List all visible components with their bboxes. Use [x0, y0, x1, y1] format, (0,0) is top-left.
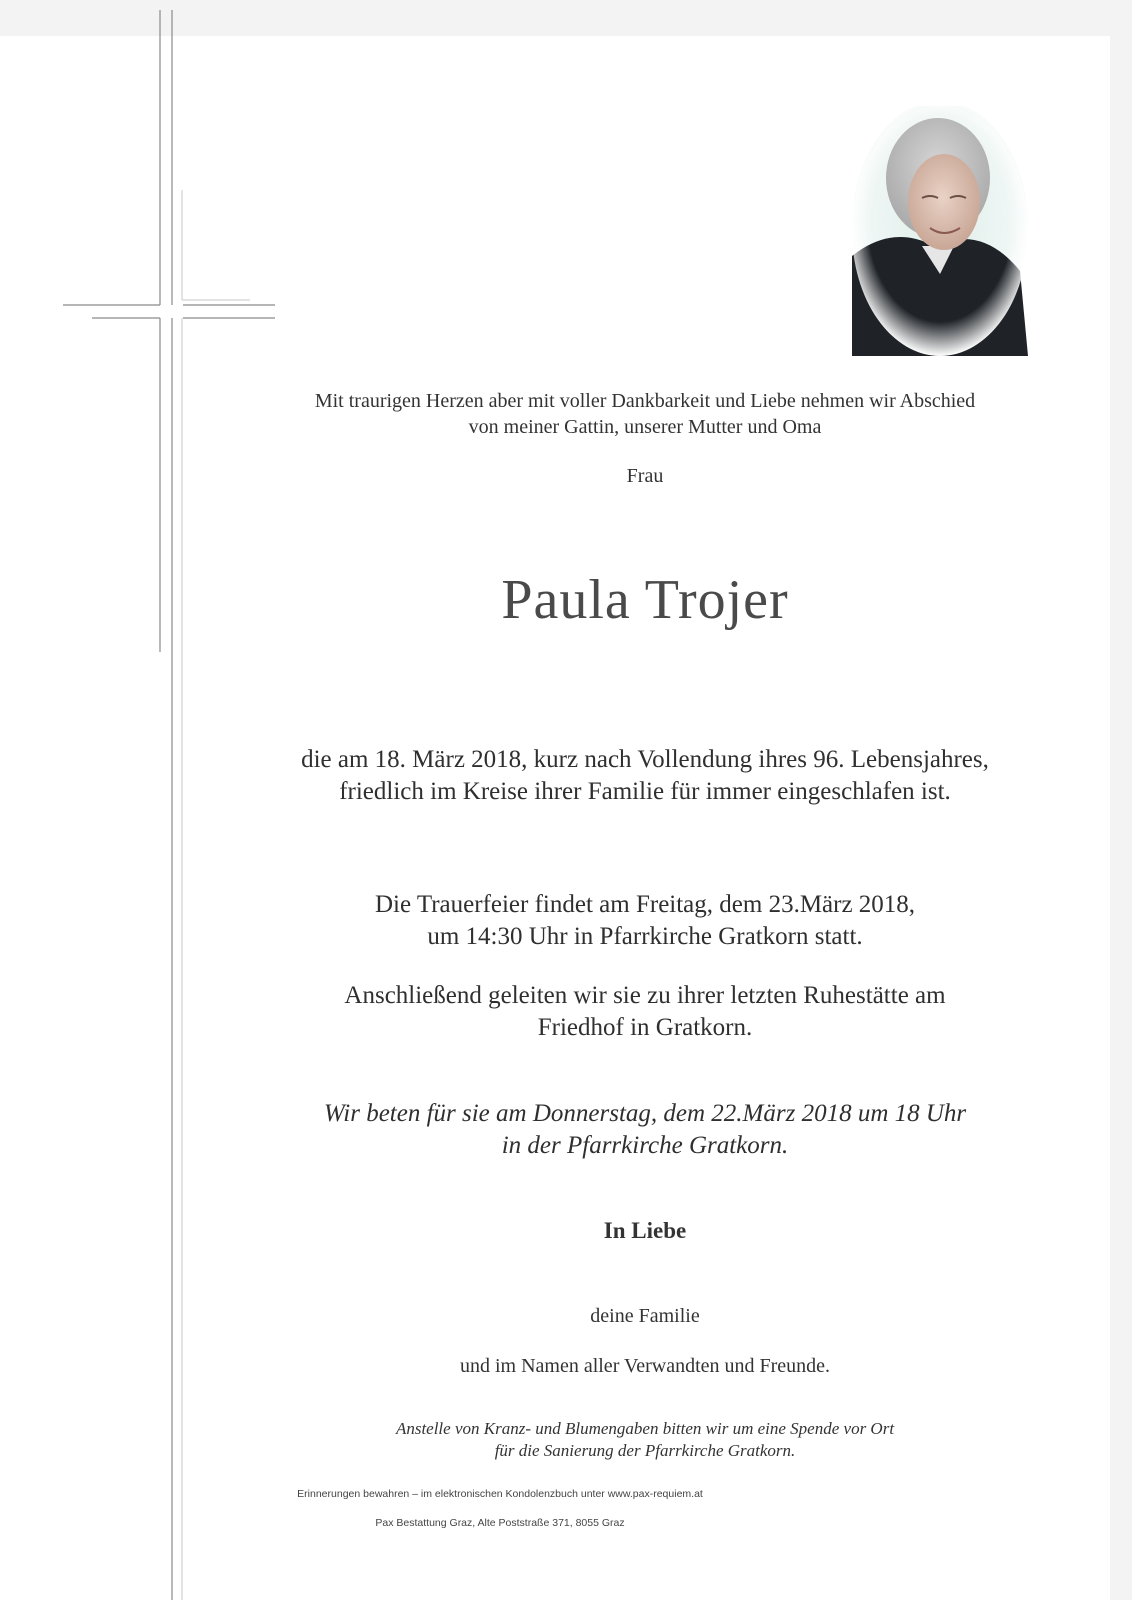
salutation: Frau: [626, 465, 664, 487]
burial-line: Anschließend geleiten wir sie zu ihrer letzten Ruhestätte am: [344, 982, 946, 1009]
death-line: friedlich im Kreise ihrer Familie für immer eingeschlafen ist.: [339, 778, 951, 805]
intro-line: von meiner Gattin, unserer Mutter und Oma: [468, 416, 822, 438]
ceremony-info: [250, 889, 1040, 953]
deceased-name: Paula Trojer: [501, 569, 789, 631]
donation-request: [250, 1418, 1040, 1462]
family-signature: deine Familie: [590, 1305, 700, 1327]
scan-edge-right: [1110, 0, 1132, 1600]
prayer-info: [250, 1098, 1040, 1162]
footer-address: Pax Bestattung Graz, Alte Poststraße 371, 8055 Graz: [375, 1517, 625, 1529]
closing-phrase: In Liebe: [603, 1218, 687, 1243]
intro-text: [250, 388, 1040, 440]
donation-line: für die Sanierung der Pfarrkirche Gratkorn.: [494, 1441, 796, 1460]
footer-condolence: Erinnerungen bewahren – im elektronischen Kondolenzbuch unter www.pax-requiem.at: [297, 1488, 703, 1500]
death-announcement: [250, 744, 1040, 808]
death-line: die am 18. März 2018, kurz nach Vollendung ihres 96. Lebensjahres,: [301, 746, 989, 773]
prayer-line: in der Pfarrkirche Gratkorn.: [501, 1132, 789, 1159]
burial-info: [250, 980, 1040, 1044]
relatives-line: und im Namen aller Verwandten und Freunde.: [459, 1355, 831, 1377]
ceremony-line: Die Trauerfeier findet am Freitag, dem 23.März 2018,: [374, 891, 916, 918]
ceremony-line: um 14:30 Uhr in Pfarrkirche Gratkorn statt.: [427, 923, 863, 950]
intro-line: Mit traurigen Herzen aber mit voller Dankbarkeit und Liebe nehmen wir Abschied: [314, 390, 976, 412]
burial-line: Friedhof in Gratkorn.: [537, 1014, 753, 1041]
portrait-photo: [852, 106, 1028, 356]
donation-line: Anstelle von Kranz- und Blumengaben bitten wir um eine Spende vor Ort: [395, 1419, 895, 1438]
prayer-line: Wir beten für sie am Donnerstag, dem 22.März 2018 um 18 Uhr: [323, 1100, 967, 1127]
